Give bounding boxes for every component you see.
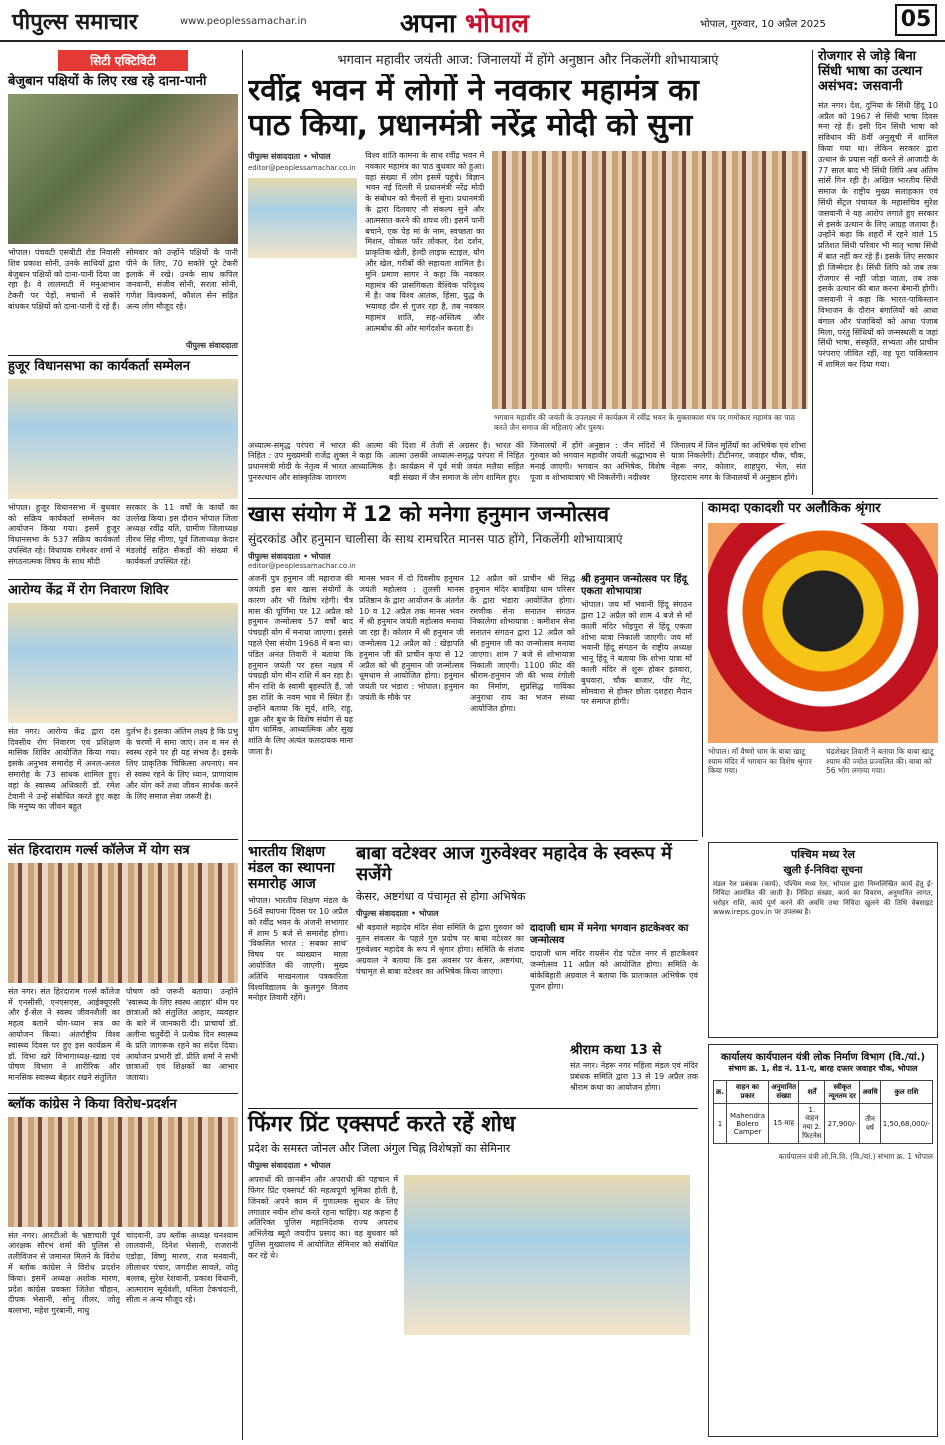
story-arogya-text-b: दुर्लभ है। इसका अंतिम लक्ष्य है कि प्रभु के चरणों में समा जाएं। तन व मन से स्वस्थ रहने पर ही यह संभव है। इसके लिए प्राकृतिक चिकित्सा अपनाएं। मन से स्वस्थ रहने के लिए ध्यान, प्राणायाम और योग करें तथा जीवन सार्थक करने के लिए समाज सेवा जरूरी है। bbox=[126, 726, 238, 801]
kamada-headline: कामदा एकादशी पर अलौकिक श्रृंगार bbox=[708, 501, 881, 516]
section-title-a: अपना bbox=[400, 9, 465, 39]
city-activity-kicker: सिटी एक्टिविटी bbox=[58, 50, 188, 71]
pwd-th-3: शर्तें bbox=[799, 1081, 825, 1104]
story-congress-photo bbox=[8, 1117, 238, 1227]
dadaji-body: दादाजी धाम मंदिर रायसेन रोड पटेल नगर में हाटकेश्वर जन्मोत्सव 11 अप्रैल को आयोजित होगा। समिति के बांकेबिहारी अग्रवाल ने बताया कि प्रातःकाल अभिषेक एवं पूजन होगा। bbox=[530, 949, 698, 991]
page-number: 05 bbox=[895, 4, 937, 36]
story-yoga-text-b: पोषण को जरूरी बताया। उन्होंने 'स्वास्थ्य के लिए स्वस्थ आहार' थीम पर छात्राओं को संतुलित आहार, व्यवहार के बारे में जानकारी दी। प्राचार्या डॉ. अलीना चतुर्वेदी ने प्रत्येक दिन स्वास्थ्य के प्रति जागरूक रहने का संदेश दिया। आयोजन प्रभारी डॉ. प्रीति शर्मा ने सभी छात्राओं एवं शिक्षकों का आभार जताया। bbox=[126, 986, 238, 1083]
lead-col-d: जिनालय में जिन मूर्तियों का अभिषेक एवं शोभा यात्रा निकलेगी। टीटीनगर, जवाहर चौक, चौक, नेहरू नगर, कोलार, शाहपुरा, भेल, संत हिरदाराम नगर के जिनालयों में अनुष्ठान होंगे। bbox=[671, 440, 806, 482]
finger-headline: फिंगर प्रिंट एक्सपर्ट करते रहें शोध bbox=[248, 1112, 516, 1137]
baba-byline-place: भोपाल bbox=[418, 909, 439, 919]
pwd-th-2: अनुमानित संख्या bbox=[768, 1081, 798, 1104]
pwd-th-6: कुल राशि bbox=[880, 1081, 932, 1104]
story-birds-credit: पीपुल्स संवाददाता bbox=[185, 340, 238, 350]
pwd-th-5: अवधि bbox=[860, 1081, 881, 1104]
sindhi-story bbox=[818, 50, 938, 495]
kamada-caption-b: चंद्रशेखर तिवारी ने बताया कि बाबा खाटू श्याम की ज्योत प्रज्वलित की। बाबा को 56 भोग लगाया गया। bbox=[826, 746, 934, 776]
rail-ad-title: खुली ई-निविदा सूचना bbox=[783, 865, 863, 876]
hanuman-col-3: 12 अप्रैल को प्राचीन श्री सिद्ध हनुमान मंदिर बावड़िया धाम परिसर के द्वारा भंडारा आयोजित होगा। रमणीक सेना सनातन संगठन निकालेगा शोभायात्रा : कमीशन सेना सनातन संगठन द्वारा 12 अप्रैल को श्री हनुमान जी का जन्मोत्सव मनाया जाएगा। शाम 7 बजे से शोभायात्रा निकाली जाएगी। 1100 फ़ीट की श्रीराम-हनुमान जी की भव्य रंगोली का निर्माण, सुप्रसिद्ध गायिका अनुराधा राय का भजन संध्या आयोजित होगा। bbox=[470, 574, 575, 713]
pwd-th-4: स्वीकृत न्यूनतम दर bbox=[825, 1081, 860, 1104]
baba-body: श्री बड़वाले महादेव मंदिर सेवा समिति के द्वारा गुरुवार को नूतन संवत्सर के पहले गुरु प्रदोष पर बाबा वटेश्वर का गुरुवेश्वर महादेव के रूप में श्रृंगार होगा। समिति के संजय अग्रवाल ने बताया कि इस अवसर पर केसर, अष्टगंधा, पंचामृत से बाबा वटेश्वर का अभिषेक किया जाएगा। bbox=[356, 923, 524, 976]
finger-story bbox=[248, 1112, 698, 1437]
lead-col-a: अध्यात्म-समृद्ध परंपरा में भारत की आत्मा निहित : उप मुख्यमंत्री राजेंद्र शुक्ल ने कहा कि प्रधानमंत्री मोदी के नेतृत्व में भारत आध्यात्मिक पुनरुत्थान और सांस्कृतिक जागरण bbox=[248, 440, 383, 482]
lead-byline: पीपुल्स संवाददाता • भोपाल bbox=[248, 152, 331, 161]
story-birds-photo bbox=[8, 94, 238, 244]
shriram-story bbox=[570, 1044, 698, 1104]
story-birds-headline: बेजुबान पक्षियों के लिए रख रहे दाना-पानी bbox=[8, 74, 207, 89]
shiksha-headline: भारतीय शिक्षण मंडल का स्थापना समारोह आज bbox=[248, 844, 335, 893]
baba-byline-name: पीपुल्स संवाददाता bbox=[356, 909, 409, 919]
story-arogya-photo bbox=[8, 603, 238, 723]
pwd-ad-table bbox=[713, 1080, 933, 1144]
shiksha-body: भोपाल। भारतीय शिक्षण मंडल के 56वें स्थापना दिवस पर 10 अप्रैल को रवींद्र भवन के अंजनी सभागार में शाम 5 बजे से समारोह होगा। 'विकसित भारत : सबका साथ' विषय पर व्याख्यान माला आयोजित की जाएगी। मुख्य अतिथि माखनलाल पत्रकारिता विश्वविद्यालय के कुलगुरु विजय मनोहर तिवारी रहेंगे। bbox=[248, 896, 348, 1003]
kamada-caption-a: भोपाल। माँ वैष्णो धाम के बाबा खाटू श्याम मंदिर में भगवान का विशेष श्रृंगार किया गया। bbox=[708, 746, 812, 776]
lead-email[interactable]: editor@peoplessamachar.co.in bbox=[248, 164, 356, 172]
baba-headline: बाबा वटेश्वर आज गुरुवेश्वर महादेव के स्वरूप में सजेंगे bbox=[356, 843, 672, 885]
brand-url[interactable]: www.peoplessamachar.in bbox=[180, 16, 307, 27]
section-title-b: भोपाल bbox=[464, 9, 530, 39]
pwd-td-2: 15 माह bbox=[768, 1104, 798, 1144]
kamada-story bbox=[708, 502, 938, 837]
lead-col-b: की दिशा में तेजी से अग्रसर है। भारत की आत्मा उसकी अध्यात्म-समृद्ध परंपरा में निहित है। कार्यक्रम में पूर्व मंत्री जयंत मलैया सहित बड़ी संख्या में जैन समाज के लोग शामिल हुए। bbox=[389, 440, 524, 482]
dateline: भोपाल, गुरुवार, 10 अप्रैल 2025 bbox=[700, 19, 826, 30]
baba-byline: पीपुल्स संवाददाता • भोपाल bbox=[356, 909, 439, 919]
dadaji-headline: दादाजी धाम में मनेगा भगवान हाटकेश्वर का जन्मोत्सव bbox=[530, 923, 689, 946]
hanuman-byline-name: पीपुल्स संवाददाता bbox=[248, 552, 301, 562]
lead-byline-name: पीपुल्स संवाददाता bbox=[248, 152, 301, 161]
hindu-ekta-body: भोपाल। जय माँ भवानी हिंदू संगठन द्वारा 12 अप्रैल को शाम 4 बजे से माँ काली मंदिर भोइपुरा से हिंदू एकता शोभा यात्रा निकाली जाएगी। जय माँ भवानी हिंदू संगठन के राष्ट्रीय अध्यक्ष भानू हिंदू ने बताया कि शोभा यात्रा माँ काली मंदिर से शुरू होकर इतवारा, बुधवारा, चौक बाजार, पीर गेट, सोमवारा से होकर छोला दशहरा मैदान पर समाप्त होगी। bbox=[581, 600, 692, 707]
story-huzur-headline: हुजूर विधानसभा का कार्यकर्ता सम्मेलन bbox=[8, 358, 190, 374]
hanuman-email[interactable]: editor@peoplessamachar.co.in bbox=[248, 562, 356, 571]
pwd-ad-head: कार्यालय कार्यपालन यंत्री लोक निर्माण विभाग (वि./यां.) bbox=[720, 1052, 926, 1063]
sindhi-headline: रोजगार से जोड़े बिना सिंधी भाषा का उत्थान असंभव: जसवानी bbox=[818, 49, 923, 94]
lead-photo-main bbox=[492, 151, 808, 409]
lead-photo-small bbox=[248, 178, 357, 258]
pwd-ad-footer: कार्यपालन यंत्री लो.नि.वि. (वि./यां.) संभाग क्र. 1 भोपाल bbox=[778, 1152, 933, 1161]
story-congress-text-a: संत नगर। आरटीओ के भ्रष्टाचारी पूर्व आरक्षक सौरभ शर्मा की पुलिस से तलीविजन से जमानत मिलने के विरोध में ब्लॉक कांग्रेस ने विरोध प्रदर्शन किया। इसमें अध्यक्ष अशोक मारण, प्रदेश कांग्रेस प्रवक्ता जितेश चौहान, दीपक भेसानी, सोनू तीलर, जोतू बल्लभा, महेश गुरबानी, माधु bbox=[8, 1230, 120, 1316]
pwd-ad-sub: संभाग क्र. 1, शेड नं. 11-ए, बारह दफ्तर जवाहर चौक, भोपाल bbox=[728, 1064, 918, 1073]
baba-deck: केसर, अष्टगंधा व पंचामृत से होगा अभिषेक bbox=[356, 890, 526, 904]
pwd-td-4: 27,900/- bbox=[825, 1104, 860, 1144]
lead-col-c: जिनालयों में होंगे अनुष्ठान : जैन मंदिरों में गुरुवार को भगवान महावीर जयंती श्रद्धाभाव से मनाई जाएगी। भगवान का अभिषेक, विशेष पूजा व शोभायात्राएं भी निकलेंगी। नदीश्वर bbox=[530, 440, 665, 482]
pwd-td-1: Mahendra Bolero Camper bbox=[727, 1104, 769, 1144]
rail-ad-body: मंडल रेल प्रबंधक (कार्य), पश्चिम मध्य रेल, भोपाल द्वारा निम्नलिखित कार्य हेतु ई-निविदा आमंत्रित की जाती है। निविदा संख्या, कार्य का विवरण, अनुमानित लागत, धरोहर राशि, कार्य पूर्ण करने की अवधि तथा निविदा खुलने की तिथि वेबसाइट www.ireps.gov.in पर उपलब्ध है। bbox=[713, 880, 933, 917]
story-huzur-photo bbox=[8, 379, 238, 499]
finger-photo bbox=[404, 1175, 690, 1335]
pwd-td-3: 1. वाहन नया 2. फिटनेस bbox=[799, 1104, 825, 1144]
story-huzur-text-a: भोपाल। हुजूर विधानसभा में बुधवार को सक्रिय कार्यकर्ता सम्मेलन का आयोजन किया गया। इसमें हुजूर विधानसभा के 537 सक्रिय कार्यकर्ता उपस्थित रहे। विधायक रामेश्वर शर्मा ने संगठनात्मक विषय के साथ मौदी bbox=[8, 502, 120, 566]
story-congress-text-b: चांदवानी, उप ब्लॉक अध्यक्ष घनश्याम लालवानी, दिनेश भेसानी, राजरानी एडोड़ा, विष्णु मारण, राज मनवानी, लीलाधर पंचार, जगदीश सावले, जोतू बल्लब, सुरेश रेशवानी, प्रकाश विधानी, आत्माराम सूर्यवंशी, धनिता टेकचंदानी, सीता न अन्य मौजूद रहे। bbox=[126, 1230, 238, 1305]
hanuman-headline: खास संयोग में 12 को मनेगा हनुमान जन्मोत्सव bbox=[248, 502, 610, 526]
lead-kicker: भगवान महावीर जयंती आज: जिनालयों में होंगे अनुष्ठान और निकलेंगी शोभायात्राएं bbox=[337, 53, 719, 68]
story-yoga-text-a: संत नगर। संत हिरदाराम गर्ल्स कॉलेज में एनसीसी, एनएसएस, आईक्यूएसी और ईं-सेल ने स्वस्थ जीवनशैली का महत्व बताने योग-ध्यान सत्र का आयोजन किया। अंतर्राष्ट्रीय विश्व स्वास्थ्य दिवस पर हुए इस कार्यक्रम में डॉ. विभा खरे विभागाध्यक्ष-खाद्य एवं पोषण विभाग ने शारीरिक और मानसिक स्वास्थ्य बेहतर रखने संतुलित bbox=[8, 986, 120, 1083]
pwd-th-1: वाहन का प्रकार bbox=[727, 1081, 769, 1104]
hanuman-col-1: अंजनी पुत्र हनुमान जी महाराज की जयंती इस बार खास संयोगों के कारण और भी विशेष रहेगी। चैत्र मास की पूर्णिमा पर 12 अप्रैल को हनुमान जन्मोत्सव 57 वर्षों बाद पंचग्रही योग में मनाया जाएगा। इससे पहले ऐसा संयोग 1968 में बना था। पंडित अनंत तिवारी ने बताया कि हनुमान जयंती पर हस्त नक्षत्र में पंचग्रही योग मीन राशि में बन रहा है। मीन राशि के स्वामी बृहस्पति हैं, जो इस राशि के नवम भाव में स्थित हैं। उन्होंने बताया कि सूर्य, शनि, राहु, शुक्र और बुध के विशेष संयोग से यह योग धार्मिक, आध्यात्मिक और सुख शांति के लिए अत्यंत फलदायक माना जाता है। bbox=[248, 574, 353, 756]
story-huzur-text-b: सरकार के 11 वर्षों के कार्यों का उल्लेख किया। इस दौरान भोपाल जिला अध्यक्ष रवींद्र यति, ग्रामीण जिलाध्यक्ष तीरथ सिंह मीणा, पूर्व जिलाध्यक्ष केदार मंडलोई सहित सैकड़ों की संख्या में कार्यकर्ता उपस्थित रहे। bbox=[126, 502, 238, 566]
lead-body: विश्व शांति कामना के साथ रवींद्र भवन में नवकार महामंत्र का पाठ बुधवार को हुआ। यहां संख्या में लोग इसमें पहुंचे। विज्ञान भवन नई दिल्ली में प्रधानमंत्री नरेंद्र मोदी के संबोधन को चैनलों से सुना। प्रधानमंत्री के द्वारा दिलवाए नौ संकल्प सुने और आत्मसात करने की शपथ ली। इसमें पानी बचाने, एक पेड़ मां के नाम, स्वच्छता का मिशन, वोकल फॉर लोकल, देश दर्शन, प्राकृतिक खेती, हेल्दी लाइफ स्टाइल, योग और खेल, गरीबों की सहायता शामिल है। मुनि प्रमाण सागर ने कहा कि नवकार महामंत्र की प्रासंगिकता वैश्विक परिदृश्य में है। जब विश्व आतंक, हिंसा, युद्ध के भयावह दौर से गुजर रहा है, तब नवकार महामंत्र शांति, सह-अस्तित्व और आत्मबोध की ओर मार्गदर्शन करता है। bbox=[365, 151, 485, 333]
pwd-table-head-row bbox=[714, 1081, 933, 1104]
rail-tender-ad bbox=[708, 842, 938, 1038]
rail-ad-head: पश्चिम मध्य रेल bbox=[790, 848, 856, 861]
pwd-td-0: 1 bbox=[714, 1104, 727, 1144]
finger-byline-name: पीपुल्स संवाददाता bbox=[248, 1161, 301, 1171]
pwd-td-6: 1,50,68,000/- bbox=[880, 1104, 932, 1144]
story-arogya-headline: आरोग्य केंद्र में रोग निवारण शिविर bbox=[8, 582, 169, 598]
story-congress-headline: ब्लॉक कांग्रेस ने किया विरोध-प्रदर्शन bbox=[8, 1096, 177, 1112]
pwd-table-row bbox=[714, 1104, 933, 1144]
shriram-headline: श्रीराम कथा 13 से bbox=[570, 1043, 662, 1058]
lead-photo-caption: भगवान महावीर की जयंती के उपलक्ष्य में कार्यक्रम में रवींद्र भवन के मुक्ताकाश मंच पर णमोकार महामंत्र का पाठ करते जैन समाज की महिलाएं और पुरुष। bbox=[494, 413, 795, 432]
finger-deck: प्रदेश के समस्त जोनल और जिला अंगुल चिह्न विशेषज्ञों का सेमिनार bbox=[248, 1142, 511, 1156]
story-arogya-text-a: संत नगर। आरोग्य केंद्र द्वारा दस दिवसीय रोग निवारण एवं प्रशिक्षण मासिक शिविर आयोजित किया गया। इसके अनुभव समारोह में अनल-अनल समारोह के 73 साधक शामिल हुए। वहां के स्वास्थ्य अधिकारी डॉ. रमेश टेवानी ने उन्हें संबोधित करते हुए कहा कि मनुष्य का जीवन बहुत bbox=[8, 726, 120, 812]
baba-story bbox=[356, 844, 698, 1044]
finger-body: अपराधों की छानबीन और अपराधी की पहचान में फिंगर प्रिंट एक्सपर्ट की महत्वपूर्ण भूमिका होती है, जिनको अपने काम में गुणात्मक सुधार के लिए लगातार नवीन शोध करते रहना चाहिए। यह कहना है अतिरिक्त पुलिस महानिदेशक राज्य अपराध अभिलेख ब्यूरो जयदीप प्रसाद का। वह बुधवार को पुलिस मुख्यालय में आयोजित सेमिनार को संबोधित कर रहे थे। bbox=[248, 1175, 398, 1260]
section-title bbox=[400, 4, 529, 40]
hanuman-col-2: मानस भवन में दो दिवसीय हनुमान जयंती महोत्सव : तुलसी मानस प्रतिष्ठान के द्वारा आयोजन के अंतर्गत 10 व 12 अप्रैल तक मानस भवन में श्री हनुमान जयंती महोत्सव मनाया जा रहा है। कोलार में श्री हनुमान जी जन्मोत्सव 12 अप्रैल को : खेड़ापति हनुमान जी की प्राचीन कृपा से 12 अप्रैल को श्री हनुमान जी जन्मोत्सव धूमधाम से आयोजित होगा। हनुमान जयंती पर भंडारा : भोपाल। हनुमान जयंती के मौके पर bbox=[359, 574, 464, 702]
lead-story bbox=[248, 50, 808, 495]
pwd-td-5: तीन वर्ष bbox=[860, 1104, 881, 1144]
lead-headline-2: पाठ किया, प्रधानमंत्री नरेंद्र मोदी को सुना bbox=[248, 108, 693, 143]
shiksha-story bbox=[248, 844, 348, 1044]
masthead bbox=[0, 0, 945, 42]
pwd-tender-ad bbox=[708, 1044, 938, 1437]
sindhi-body: संत नगर। देश, दुनिया के सिंधी हिंदू 10 अप्रैल को 1967 से सिंधी भाषा दिवस मना रहे हैं। इसी दिन सिंधी भाषा को संविधान की 8वीं अनुसूची में शामिल किया गया था। लेकिन सरकार द्वारा उत्थान के प्रयास नहीं करने से आजादी के 77 साल बाद भी सिंधी लिपि अब अंतिम सांसें गिन रही है। अखिल भारतीय सिंधी समाज के राष्ट्रीय मुख्य सलाहकार एवं सिंधी सेंट्रल पंचायत के महासचिव सुरेश जसवानी ने यह आरोप लगाते हुए सरकार से इसके उत्थान के लिए आग्रह जताया है। उन्होंने कहा कि शहरों में रहने वाले 15 प्रतिशत सिंधी परिवार भी मातृ भाषा सिंधी में बात नहीं कर रहे हैं। इसके लिए सरकार ही जिम्मेदार है। सिंधी लिपि को जब तक रोजगार से नहीं जोड़ा जाता, तब तक इसके उत्थान की बात करना बेमानी होगी। जसवानी ने कहा कि भारत-पाकिस्तान विभाजन के दौरान बंगालियों को आधा बंगाल और पंजाबियों को आधा पंजाब मिला, परंतु सिंधियों को जन्मस्थली व जहां सिंधी भाषा, संस्कृति, सभ्यता और प्राचीन परंपराएं जीवित रहीं, वह पूरा पाकिस्तान में शामिल कर दिया गया। bbox=[818, 100, 938, 369]
story-birds-text-a: भोपाल। पंचवटी एसबीटी रोड निवासी शिव प्रकाश सोनी, उनके साथियों द्वारा बेजुबान पक्षियों को दाना-पानी दिया जा रहा है। वे लालमाटी में मनुआभान टेकरी पर पेड़ों, मचानों में सकोरे बांधकर पक्षियों को दाना-पानी दे रहे हैं। bbox=[8, 247, 120, 311]
hindu-ekta-headline: श्री हनुमान जन्मोत्सव पर हिंदू एकता शोभायात्रा bbox=[581, 574, 687, 597]
left-column bbox=[8, 50, 238, 1440]
hanuman-byline: पीपुल्स संवाददाता • भोपाल bbox=[248, 552, 331, 562]
pwd-th-0: क्र. bbox=[714, 1081, 727, 1104]
brand-logo: पीपुल्स समाचार bbox=[12, 10, 138, 35]
hanuman-story bbox=[248, 502, 698, 837]
story-birds-text-b: सोमवार को उन्होंने पक्षियों के पानी पीने के लिए, 70 सकोरे पूरे टेकरी इलाके में रखे। उनके साथ कपिल जनवानी, संजीव सोनी, सरला सोनी, गणेश विश्वकर्मा, कौशल सेन सहित अन्य लोग मौजूद रहे। bbox=[126, 247, 238, 311]
shriram-body: संत नगर। नेहरू नगर महिला मंडल एवं मंदिर प्रबंधक समिति द्वारा 13 से 19 अप्रैल तक श्रीराम कथा का आयोजन होगा। bbox=[570, 1060, 698, 1092]
lead-byline-place: भोपाल bbox=[310, 152, 331, 161]
story-yoga-headline: संत हिरदाराम गर्ल्स कॉलेज में योग सत्र bbox=[8, 842, 190, 858]
story-yoga-photo bbox=[8, 863, 238, 983]
finger-byline: पीपुल्स संवाददाता • भोपाल bbox=[248, 1161, 331, 1171]
hanuman-byline-place: भोपाल bbox=[310, 552, 331, 562]
hanuman-deck: सुंदरकांड और हनुमान चालीसा के साथ रामचरित मानस पाठ होंगे, निकलेंगी शोभायात्राएं bbox=[248, 532, 623, 547]
lead-headline-1: रवींद्र भवन में लोगों ने नवकार महामंत्र का bbox=[248, 74, 699, 108]
finger-byline-place: भोपाल bbox=[310, 1161, 331, 1171]
kamada-photo bbox=[708, 523, 938, 743]
